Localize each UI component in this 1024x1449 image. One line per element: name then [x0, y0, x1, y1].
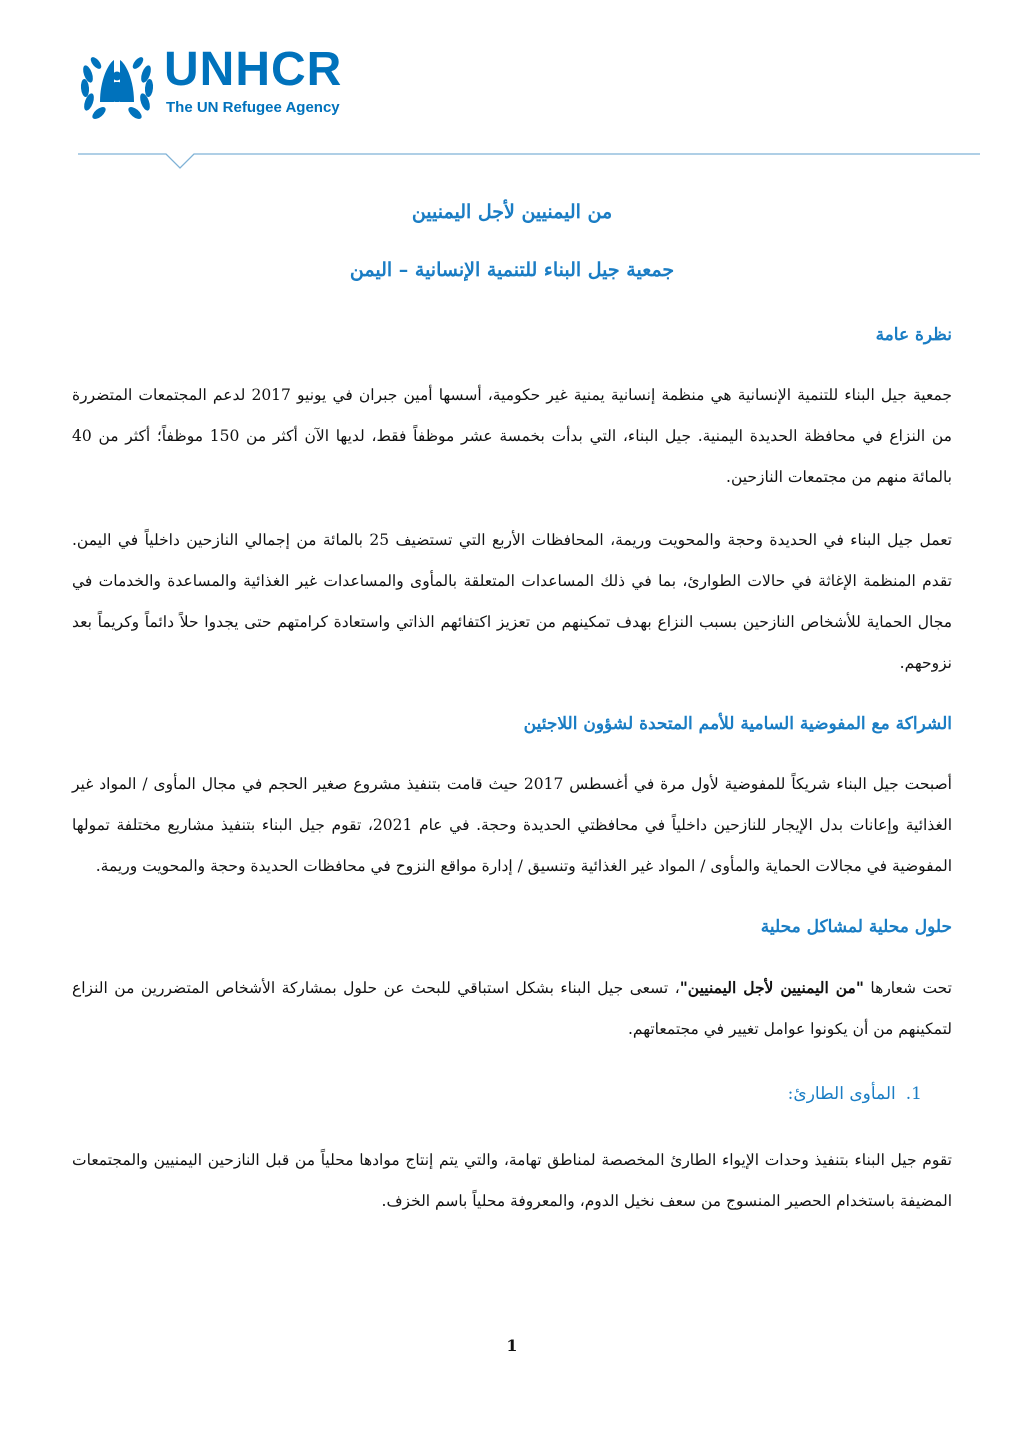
intro-before-quote: تحت شعارها [863, 979, 952, 997]
list-item-emergency-shelter [72, 1084, 952, 1104]
unhcr-logo [78, 43, 368, 122]
section-heading-partnership: الشراكة مع المفوضية السامية للأمم المتحدة لشؤون اللاجئين [523, 714, 952, 734]
emergency-shelter-paragraph: تقوم جيل البناء بتنفيذ وحدات الإيواء الطارئ المخصصة لمناطق تهامة، والتي يتم إنتاج موادها محلياً من قبل النازحين اليمنيين والمجتمعات المضيفة باستخدام الحصير المنسوج من سعف نخيل الدوم، والمعروفة محلياً باسم الخزف. [72, 1151, 952, 1210]
document-body [72, 195, 952, 1222]
list-item-number: 1. [905, 1084, 922, 1104]
section-heading-local-solutions: حلول محلية لمشاكل محلية [760, 917, 952, 937]
slogan-quote: "من اليمنيين لأجل اليمنيين" [679, 978, 864, 997]
header-divider [78, 150, 980, 174]
document-subtitle: جمعية جيل البناء للتنمية الإنسانية – اليمن [349, 259, 675, 281]
intro-after-quote: ، تسعى جيل البناء بشكل استباقي للبحث عن حلول بمشاركة الأشخاص المتضررين من النزاع لتمكينهم من أن يكونوا عوامل تغيير في مجتمعاتهم. [72, 979, 952, 1038]
list-item-label: المأوى الطارئ: [787, 1084, 896, 1104]
partnership-paragraph: أصبحت جيل البناء شريكاً للمفوضية لأول مرة في أغسطس 2017 حيث قامت بتنفيذ مشروع صغير الحجم في مجال المأوى / المواد غير الغذائية وإعانات بدل الإيجار للنازحين داخلياً في محافظتي الحديدة وحجة. في عام 2021، تقوم جيل البناء بتنفيذ مشاريع مختلفة تمولها المفوضية في مجالات الحماية والمأوى / المواد غير الغذائية وتنسيق / إدارة مواقع النزوح في محافظات الحديدة وحجة والمحويت وريمة. [72, 775, 952, 875]
page-number: 1 [506, 1336, 518, 1355]
local-solutions-paragraph [72, 967, 952, 1050]
unhcr-emblem-icon [78, 52, 156, 120]
section-heading-overview: نظرة عامة [875, 325, 952, 345]
logo-wordmark: UNHCR [164, 43, 343, 96]
document-title: من اليمنيين لأجل اليمنيين [411, 201, 613, 223]
logo-tagline: The UN Refugee Agency [166, 99, 340, 116]
overview-paragraph-1: جمعية جيل البناء للتنمية الإنسانية هي منظمة إنسانية يمنية غير حكومية، أسسها أمين جبران في يونيو 2017 لدعم المجتمعات المتضررة من النزاع في محافظة الحديدة اليمنية. جيل البناء، التي بدأت بخمسة عشر موظفاً فقط، لديها الآن أكثر من 150 موظفاً؛ أكثر من 40 بالمائة منهم من مجتمعات النازحين. [72, 386, 952, 486]
overview-paragraph-2: تعمل جيل البناء في الحديدة وحجة والمحويت وريمة، المحافظات الأربع التي تستضيف 25 بالمائة من إجمالي النازحين داخلياً في اليمن. تقدم المنظمة الإغاثة في حالات الطوارئ، بما في ذلك المساعدات المتعلقة بالمأوى والمساعدات غير الغذائية والمساعدة والخدمات في مجال الحماية للأشخاص النازحين بسبب النزاع بهدف تمكينهم من تعزيز اكتفائهم الذاتي واستعادة كرامتهم حتى يجدوا حلاً دائماً وكريماً بعد نزوحهم. [72, 531, 952, 672]
